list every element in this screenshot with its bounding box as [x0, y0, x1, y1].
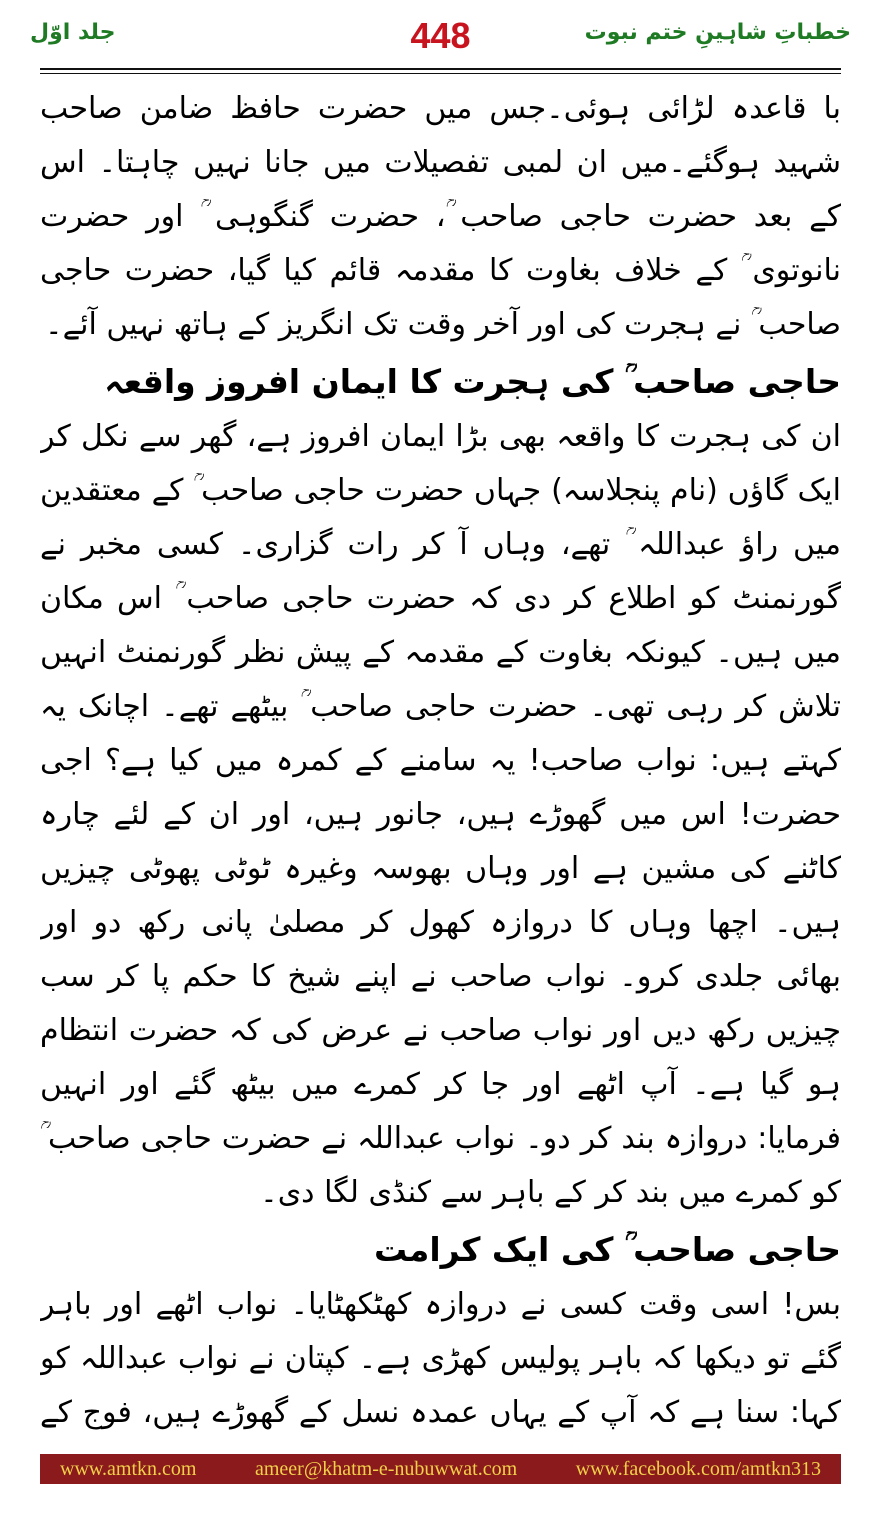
footer-website-link[interactable]: www.amtkn.com [60, 1457, 197, 1480]
footer-email-link[interactable]: ameer@khatm-e-nubuwwat.com [254, 1457, 518, 1480]
footer-facebook-link[interactable]: www.facebook.com/amtkn313 [575, 1457, 821, 1480]
paragraph: بس! اسی وقت کسی نے دروازہ کھٹکھٹایا۔ نواب اٹھے اور باہر گئے تو دیکھا کہ باہر پولیس کھڑی ہے۔ کپتان نے نواب عبداللہ کو کہا: سنا ہے کہ آپ کے یہاں عمدہ نسل کے گھوڑے ہیں، فوج کے [40, 1287, 841, 1430]
page-number: 448 [410, 15, 471, 56]
volume-label: جلد اوّل [30, 20, 116, 45]
page-header [30, 14, 851, 60]
header-divider [40, 68, 841, 70]
page-body [40, 82, 841, 1442]
header-divider-thin [40, 73, 841, 74]
paragraph: با قاعدہ لڑائی ہوئی۔جس میں حضرت حافظ ضامن صاحب شہید ہوگئے۔میں ان لمبی تفصیلات میں جانا نہیں چاہتا۔ اس کے بعد حضرت حاجی صاحب ؒ، حضرت گنگوہی ؒ اور حضرت نانوتوی ؒ کے خلاف بغاوت کا مقدمہ قائم کیا گیا، حضرت حاجی صاحب ؒ نے ہجرت کی اور آخر وقت تک انگریز کے ہاتھ نہیں آئے۔ [40, 91, 841, 342]
section-heading: حاجی صاحب ؒ کی ہجرت کا ایمان افروز واقعہ [104, 362, 841, 401]
page-footer [40, 1454, 841, 1484]
book-title: خطباتِ شاہینِ ختم نبوت [584, 20, 851, 45]
section-heading: حاجی صاحب ؒ کی ایک کرامت [373, 1230, 841, 1269]
paragraph: ان کی ہجرت کا واقعہ بھی بڑا ایمان افروز ہے، گھر سے نکل کر ایک گاؤں (نام پنجلاسہ) جہاں حضرت حاجی صاحب ؒ کے معتقدین میں راؤ عبداللہ ؒ تھے، وہاں آ کر رات گزاری۔ کسی مخبر نے گورنمنٹ کو اطلاع کر دی کہ حضرت حاجی صاحب ؒ اس مکان میں ہیں۔ کیونکہ بغاوت کے مقدمہ کے پیش نظر گورنمنٹ انہیں تلاش کر رہی تھی۔ حضرت حاجی صاحب ؒ بیٹھے تھے۔ اچانک یہ کہتے ہیں: نواب صاحب! یہ سامنے کے کمرہ میں کیا ہے؟ اجی حضرت! اس میں گھوڑے ہیں، جانور ہیں، اور ان کے لئے چارہ کاٹنے کی مشین ہے اور وہاں بھوسہ وغیرہ ٹوٹی پھوٹی چیزیں ہیں۔ اچھا وہاں کا دروازہ کھول کر مصلیٰ پانی رکھ دو اور بھائی جلدی کرو۔ نواب صاحب نے اپنے شیخ کا حکم پا کر سب چیزیں رکھ دیں اور نواب صاحب نے عرض کی کہ حضرت انتظام ہو گیا ہے۔ آپ اٹھے اور جا کر کمرے میں بیٹھ گئے اور انہیں فرمایا: دروازہ بند کر دو۔ نواب عبداللہ نے حضرت حاجی صاحب ؒ کو کمرے میں بند کر کے باہر سے کنڈی لگا دی۔ [40, 419, 841, 1210]
